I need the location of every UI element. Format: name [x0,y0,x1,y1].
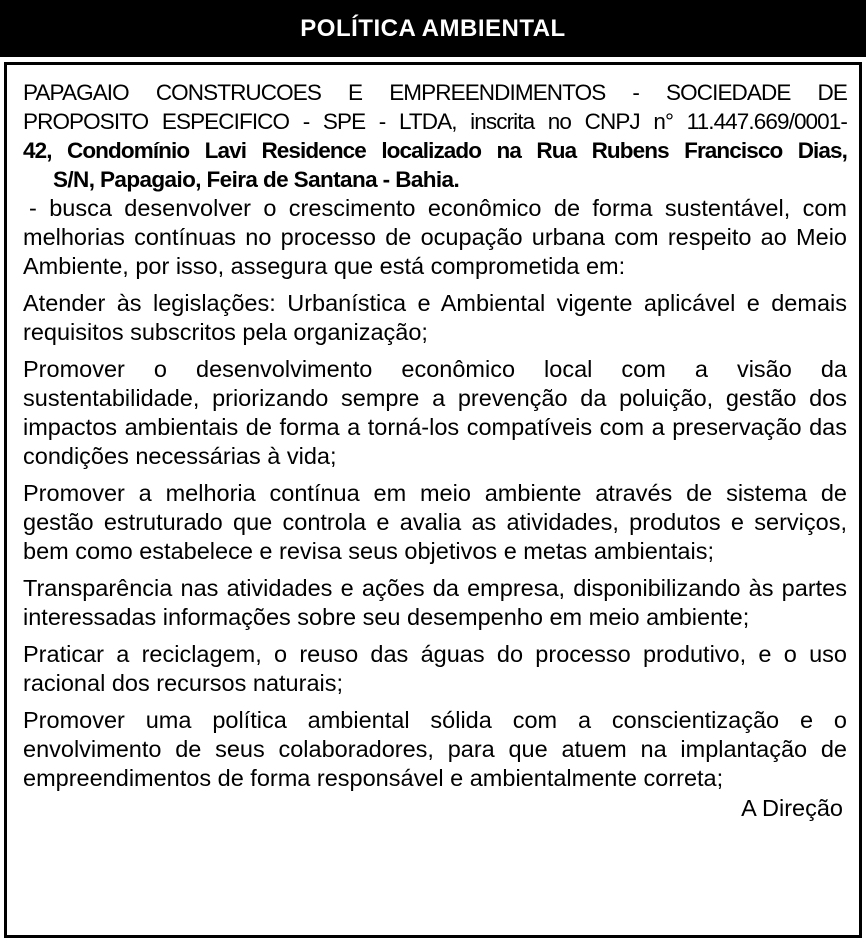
commitment-recycling: Praticar a reciclagem, o reuso das águas do processo produtivo, e o uso racional dos recursos naturais; [23,641,847,696]
company-name-line-2: PROPOSITO ESPECIFICO - SPE - LTDA, inscrita no CNPJ n° 11.447.669/0001- [23,109,847,134]
commitment-legislation: Atender às legislações: Urbanística e Ambiental vigente aplicável e demais requisitos subscritos pela organização; [23,290,847,345]
commitment-awareness: Promover uma política ambiental sólida com a conscientização e o envolvimento de seus colaboradores, para que atuem na implantação de empreendimentos de forma responsável e ambientalmente correta; [23,707,847,791]
mission-statement: - busca desenvolver o crescimento econômico de forma sustentável, com melhorias contínuas no processo de ocupação urbana com respeito ao Meio Ambiente, por isso, assegura que está comprometida em: [23,195,847,279]
commitment-transparency: Transparência nas atividades e ações da empresa, disponibilizando às partes interessadas informações sobre seu desempenho em meio ambiente; [23,575,847,630]
document-title-bar [0,0,866,57]
commitment-local-development: Promover o desenvolvimento econômico local com a visão da sustentabilidade, priorizando sempre a prevenção da poluição, gestão dos impactos ambientais de forma a torná-los compatíveis com a preservação das condições necessárias à vida; [23,356,847,469]
company-name-line-1: PAPAGAIO CONSTRUCOES E EMPREENDIMENTOS - SOCIEDADE DE [23,80,847,105]
company-address-line-1: 42, Condomínio Lavi Residence localizado na Rua Rubens Francisco Dias, [23,138,847,163]
company-identification [23,78,847,194]
document-title: POLÍTICA AMBIENTAL [300,14,566,42]
company-address-line-2: S/N, Papagaio, Feira de Santana - Bahia. [53,167,460,192]
signature: A Direção [741,795,843,821]
document-body-frame [4,62,862,938]
commitment-continuous-improvement: Promover a melhoria contínua em meio ambiente através de sistema de gestão estruturado que controla e avalia as atividades, produtos e serviços, bem como estabelece e revisa seus objetivos e metas ambientais; [23,480,847,564]
